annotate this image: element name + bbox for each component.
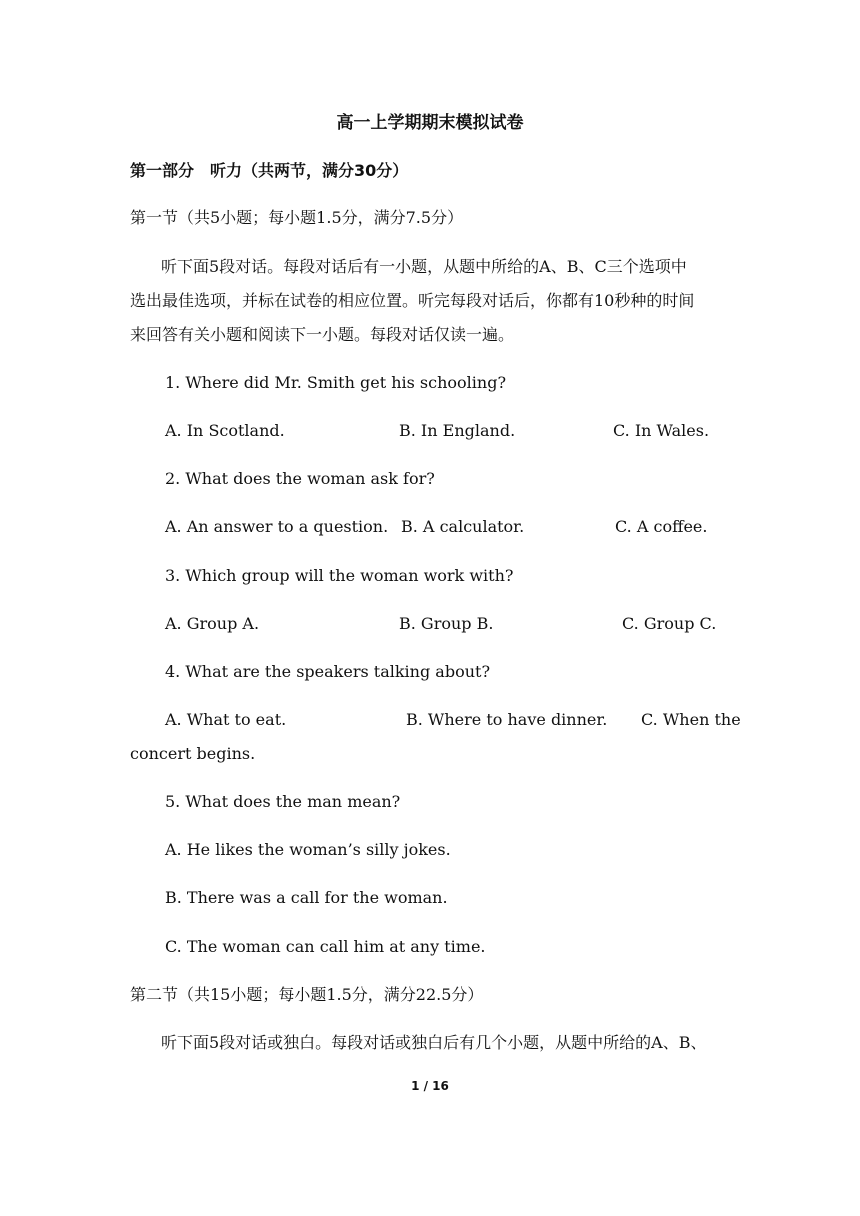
question-3-option-b: B. Group B. [399,614,494,633]
question-4-option-c: C. When the [641,710,741,729]
question-4-option-c-continuation: concert begins. [130,744,256,763]
question-3-option-c: C. Group C. [622,614,717,633]
question-4-stem: 4. What are the speakers talking about? [165,662,491,681]
question-4-option-a: A. What to eat. [165,710,287,729]
question-5-stem: 5. What does the man mean? [165,792,401,811]
question-3-option-a: A. Group A. [165,614,260,633]
section1-instructions-line2: 选出最佳选项，并标在试卷的相应位置。听完每段对话后，你都有10秒种的时间 [130,291,695,310]
question-2-option-a: A. An answer to a question. [165,517,389,536]
page-number: 1 / 16 [411,1079,449,1093]
question-5-option-b: B. There was a call for the woman. [165,888,448,907]
question-4-option-b: B. Where to have dinner. [406,710,608,729]
part1-heading: 第一部分 听力（共两节，满分30分） [130,161,409,180]
section2-heading: 第二节（共15小题；每小题1.5分，满分22.5分） [130,985,484,1004]
question-5-option-a: A. He likes the woman’s silly jokes. [165,840,451,859]
question-5-option-c: C. The woman can call him at any time. [165,937,486,956]
section1-instructions-line3: 来回答有关小题和阅读下一小题。每段对话仅读一遍。 [130,325,515,344]
question-2-option-c: C. A coffee. [615,517,708,536]
section1-heading: 第一节（共5小题；每小题1.5分，满分7.5分） [130,208,464,227]
question-1-option-c: C. In Wales. [613,421,710,440]
section1-instructions-line1: 听下面5段对话。每段对话后有一小题，从题中所给的A、B、C三个选项中 [161,257,687,276]
question-1-stem: 1. Where did Mr. Smith get his schooling? [165,373,507,392]
section2-instructions-line1: 听下面5段对话或独白。每段对话或独白后有几个小题，从题中所给的A、B、 [161,1033,707,1052]
question-1-option-b: B. In England. [399,421,516,440]
question-2-option-b: B. A calculator. [401,517,525,536]
question-3-stem: 3. Which group will the woman work with? [165,566,514,585]
question-2-stem: 2. What does the woman ask for? [165,469,435,488]
question-1-option-a: A. In Scotland. [165,421,285,440]
page-title: 高一上学期期末模拟试卷 [336,113,524,133]
